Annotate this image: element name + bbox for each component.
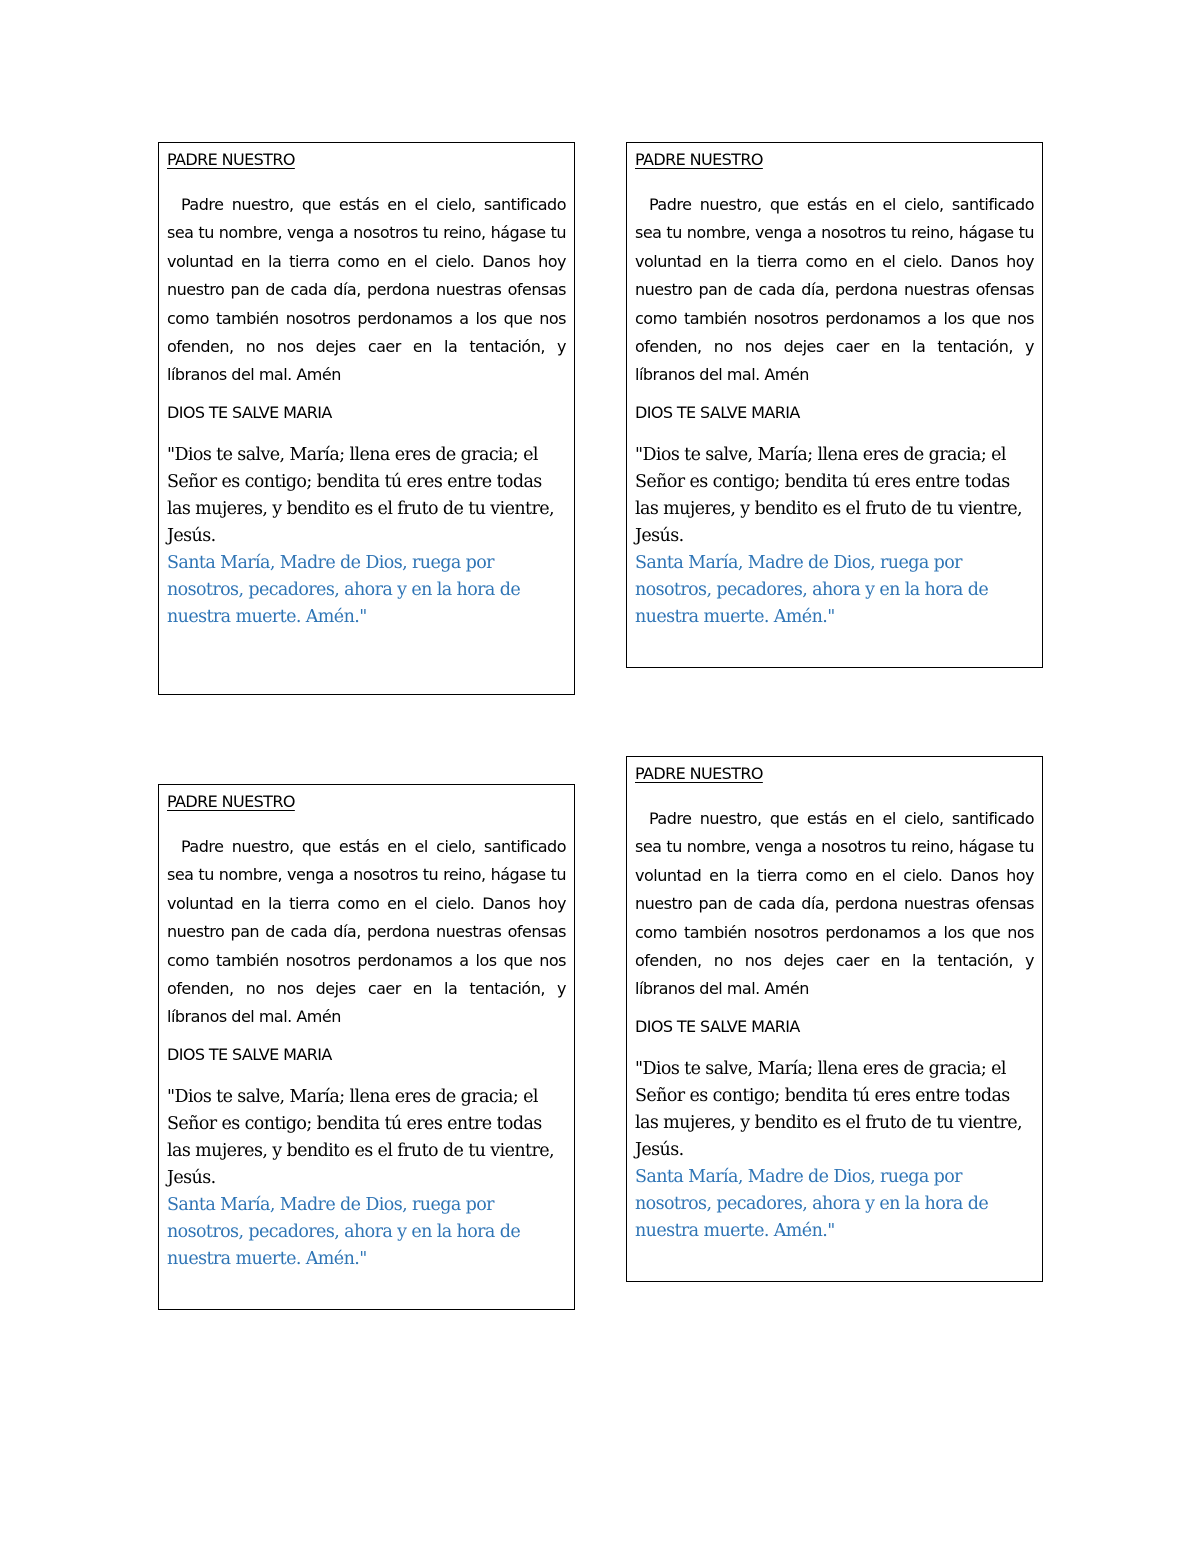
dios-te-salve-text-black: "Dios te salve, María; llena eres de gracia; el Señor es contigo; bendita tú eres entre todas las mujeres, y bendito es el fruto de tu vientre, Jesús. bbox=[635, 444, 1022, 546]
prayer-card-1 bbox=[158, 142, 575, 695]
padre-nuestro-text: Padre nuestro, que estás en el cielo, santificado sea tu nombre, venga a nosotros tu reino, hágase tu voluntad en la tierra como en el cielo. Danos hoy nuestro pan de cada día, perdona nuestras ofensas como también nosotros perdonamos a los que nos ofenden, no nos dejes caer en la tentación, y líbranos del mal. Amén bbox=[635, 809, 1034, 999]
dios-te-salve-title: DIOS TE SALVE MARIA bbox=[635, 402, 800, 422]
dios-te-salve-text-black: "Dios te salve, María; llena eres de gracia; el Señor es contigo; bendita tú eres entre todas las mujeres, y bendito es el fruto de tu vientre, Jesús. bbox=[167, 444, 554, 546]
padre-nuestro-text: Padre nuestro, que estás en el cielo, santificado sea tu nombre, venga a nosotros tu reino, hágase tu voluntad en la tierra como en el cielo. Danos hoy nuestro pan de cada día, perdona nuestras ofensas como también nosotros perdonamos a los que nos ofenden, no nos dejes caer en la tentación, y líbranos del mal. Amén bbox=[635, 195, 1034, 385]
padre-nuestro-text: Padre nuestro, que estás en el cielo, santificado sea tu nombre, venga a nosotros tu reino, hágase tu voluntad en la tierra como en el cielo. Danos hoy nuestro pan de cada día, perdona nuestras ofensas como también nosotros perdonamos a los que nos ofenden, no nos dejes caer en la tentación, y líbranos del mal. Amén bbox=[167, 195, 566, 385]
padre-nuestro-title: PADRE NUESTRO bbox=[635, 764, 763, 783]
prayer-card-2 bbox=[626, 142, 1043, 668]
padre-nuestro-title: PADRE NUESTRO bbox=[635, 150, 763, 169]
dios-te-salve-text-black: "Dios te salve, María; llena eres de gracia; el Señor es contigo; bendita tú eres entre todas las mujeres, y bendito es el fruto de tu vientre, Jesús. bbox=[167, 1086, 554, 1188]
dios-te-salve-text bbox=[635, 1056, 1034, 1245]
dios-te-salve-text-blue: Santa María, Madre de Dios, ruega por nosotros, pecadores, ahora y en la hora de nuestra muerte. Amén." bbox=[635, 552, 989, 627]
dios-te-salve-text-black: "Dios te salve, María; llena eres de gracia; el Señor es contigo; bendita tú eres entre todas las mujeres, y bendito es el fruto de tu vientre, Jesús. bbox=[635, 1058, 1022, 1160]
padre-nuestro-title: PADRE NUESTRO bbox=[167, 792, 295, 811]
dios-te-salve-text-blue: Santa María, Madre de Dios, ruega por nosotros, pecadores, ahora y en la hora de nuestra muerte. Amén." bbox=[167, 552, 521, 627]
dios-te-salve-text bbox=[635, 442, 1034, 631]
dios-te-salve-title: DIOS TE SALVE MARIA bbox=[167, 402, 332, 422]
dios-te-salve-text-blue: Santa María, Madre de Dios, ruega por nosotros, pecadores, ahora y en la hora de nuestra muerte. Amén." bbox=[635, 1166, 989, 1241]
dios-te-salve-text bbox=[167, 442, 566, 631]
padre-nuestro-text: Padre nuestro, que estás en el cielo, santificado sea tu nombre, venga a nosotros tu reino, hágase tu voluntad en la tierra como en el cielo. Danos hoy nuestro pan de cada día, perdona nuestras ofensas como también nosotros perdonamos a los que nos ofenden, no nos dejes caer en la tentación, y líbranos del mal. Amén bbox=[167, 837, 566, 1027]
prayer-card-4 bbox=[626, 756, 1043, 1282]
dios-te-salve-text-blue: Santa María, Madre de Dios, ruega por nosotros, pecadores, ahora y en la hora de nuestra muerte. Amén." bbox=[167, 1194, 521, 1269]
dios-te-salve-text bbox=[167, 1084, 566, 1273]
prayer-card-3 bbox=[158, 784, 575, 1310]
padre-nuestro-title: PADRE NUESTRO bbox=[167, 150, 295, 169]
dios-te-salve-title: DIOS TE SALVE MARIA bbox=[635, 1016, 800, 1036]
dios-te-salve-title: DIOS TE SALVE MARIA bbox=[167, 1044, 332, 1064]
